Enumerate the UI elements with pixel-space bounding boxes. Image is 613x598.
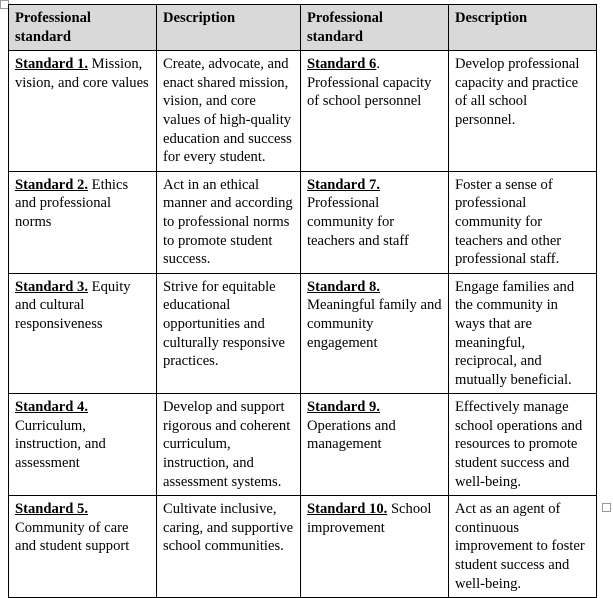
table-row xyxy=(9,171,597,273)
description-cell-left: Create, advocate, and enact shared mission, vision, and core values of high-quality education and success for every student. xyxy=(157,51,301,172)
description-cell-right: Act as an agent of continuous improvement to foster student success and well-being. xyxy=(449,496,597,598)
description-cell-left: Strive for equitable educational opportunities and culturally responsive practices. xyxy=(157,273,301,394)
table-row xyxy=(9,394,597,496)
description-cell-right: Foster a sense of professional community for teachers and other professional staff. xyxy=(449,171,597,273)
standard-cell-right xyxy=(301,273,449,394)
standard-title: . Professional capacity of school personnel xyxy=(307,56,432,110)
standard-label: Standard 1. xyxy=(15,56,88,73)
standard-title: School improvement xyxy=(307,501,432,536)
column-header-description-right: Description xyxy=(449,5,597,51)
standard-label: Standard 2. xyxy=(15,176,88,193)
standard-title: Ethics and professional norms xyxy=(15,176,129,230)
standard-label: Standard 5. xyxy=(15,501,88,518)
standard-label: Standard 6 xyxy=(307,56,377,73)
description-cell-right: Develop professional capacity and practice of all school personnel. xyxy=(449,51,597,172)
standard-label: Standard 10. xyxy=(307,501,388,518)
standard-label: Standard 4. xyxy=(15,399,88,416)
description-cell-left: Act in an ethical manner and according to professional norms to promote student success. xyxy=(157,171,301,273)
resize-handle-bottom-right[interactable] xyxy=(602,503,611,512)
standard-label: Standard 7. xyxy=(307,176,380,193)
standard-cell-left xyxy=(9,171,157,273)
table-header xyxy=(9,5,597,51)
professional-standards-table xyxy=(8,4,597,598)
standard-cell-right xyxy=(301,51,449,172)
standard-title: Community of care and student support xyxy=(15,519,130,555)
standard-cell-left xyxy=(9,394,157,496)
column-header-professional-standard-right: Professional standard xyxy=(301,5,449,51)
standard-cell-right xyxy=(301,394,449,496)
column-header-professional-standard-left: Professional standard xyxy=(9,5,157,51)
standard-cell-right xyxy=(301,171,449,273)
table-body xyxy=(9,51,597,598)
standard-title: Meaningful family and community engagement xyxy=(307,297,442,351)
standard-title: Mission, vision, and core values xyxy=(15,56,149,91)
table-row xyxy=(9,51,597,172)
standard-label: Standard 3. xyxy=(15,278,88,295)
table-row xyxy=(9,496,597,598)
description-cell-left: Develop and support rigorous and coherent curriculum, instruction, and assessment systems. xyxy=(157,394,301,496)
table-row xyxy=(9,273,597,394)
table-header-row xyxy=(9,5,597,51)
standard-label: Standard 8. xyxy=(307,278,380,295)
description-cell-right: Engage families and the community in ways that are meaningful, reciprocal, and mutually beneficial. xyxy=(449,273,597,394)
column-header-description-left: Description xyxy=(157,5,301,51)
standard-cell-left xyxy=(9,273,157,394)
standard-title: Operations and management xyxy=(307,417,396,453)
standard-cell-left xyxy=(9,51,157,172)
standard-title: Equity and cultural responsiveness xyxy=(15,278,131,332)
description-cell-left: Cultivate inclusive, caring, and supportive school communities. xyxy=(157,496,301,598)
standard-label: Standard 9. xyxy=(307,399,380,416)
standard-cell-right xyxy=(301,496,449,598)
standard-cell-left xyxy=(9,496,157,598)
description-cell-right: Effectively manage school operations and resources to promote student success and well-being. xyxy=(449,394,597,496)
standard-title: Curriculum, instruction, and assessment xyxy=(15,417,106,472)
standard-title: Professional community for teachers and staff xyxy=(307,195,409,249)
